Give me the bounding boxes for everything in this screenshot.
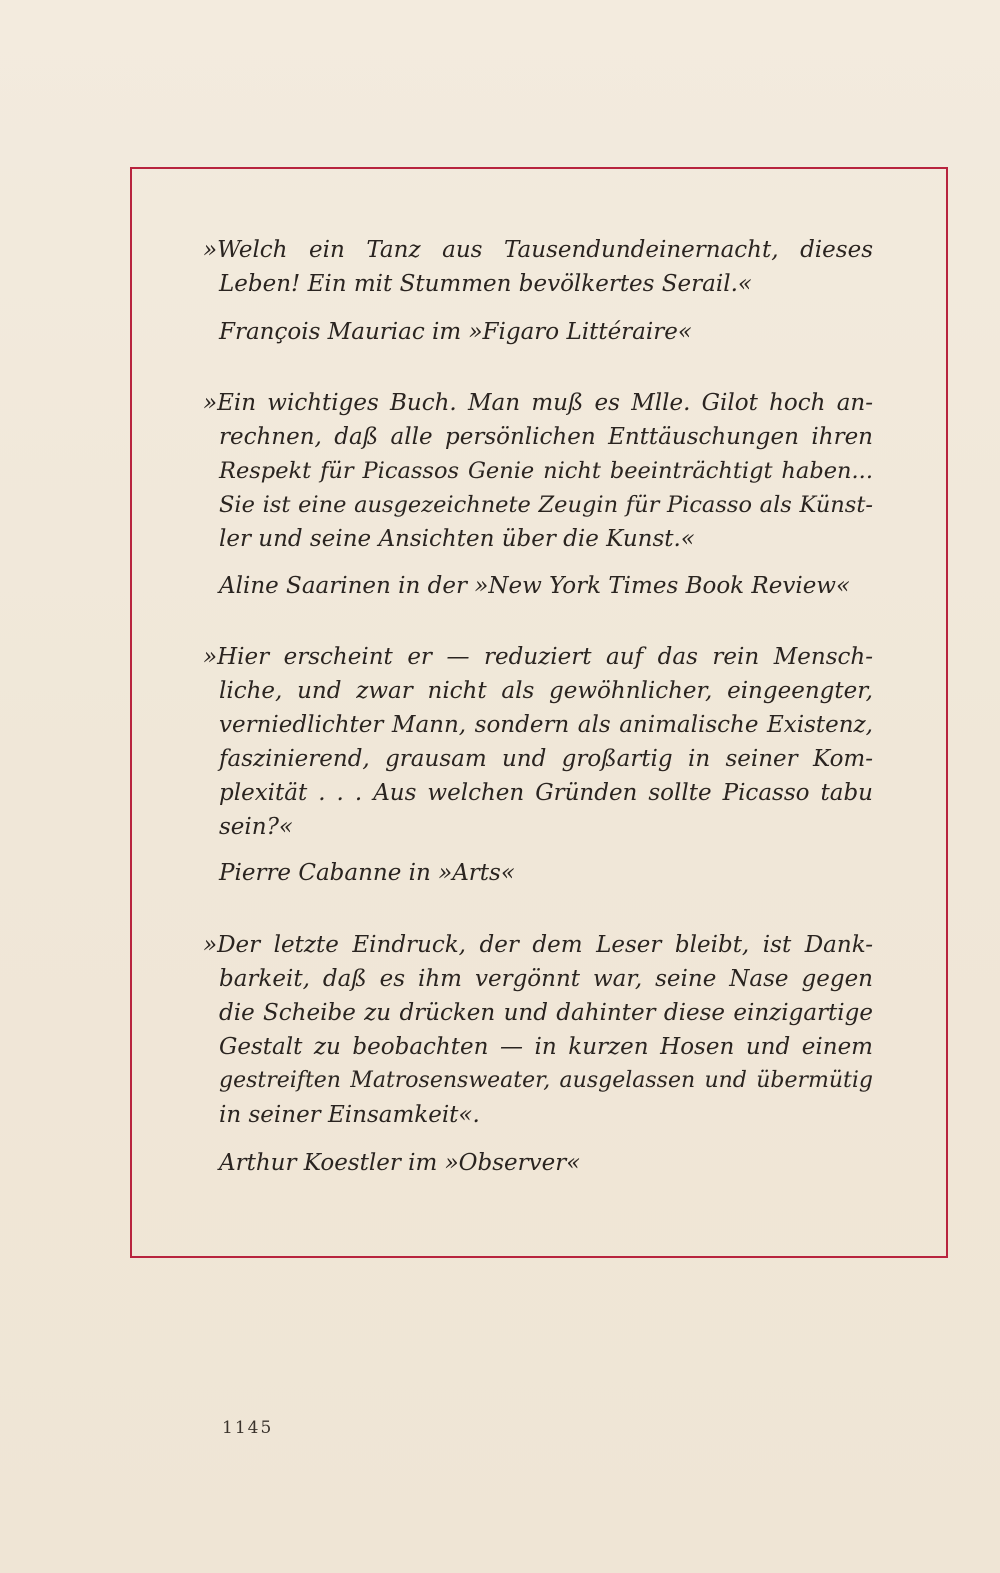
quote-mauriac [203, 233, 873, 301]
quote-line: verniedlichter Mann, sondern als animalische Existenz, [219, 712, 873, 738]
quote-line: »Welch ein Tanz aus Tausendundeinernacht, dieses [203, 237, 873, 263]
quote-line: barkeit, daß es ihm vergönnt war, seine Nase gegen [219, 966, 873, 992]
quote-saarinen [203, 386, 873, 556]
quote-line: liche, und zwar nicht als gewöhnlicher, eingeengter, [219, 678, 873, 704]
quote-line: Respekt für Picassos Genie nicht beeinträchtigt haben... [219, 458, 873, 484]
quote-koestler [203, 928, 873, 1132]
quote-line: »Hier erscheint er — reduziert auf das rein Mensch- [203, 644, 873, 670]
page-number: 1145 [222, 1418, 274, 1438]
quote-line: in seiner Einsamkeit«. [219, 1102, 480, 1128]
quote-line: Sie ist eine ausgezeichnete Zeugin für Picasso als Künst- [219, 492, 873, 518]
quote-line: sein?« [219, 814, 293, 840]
quote-source: Aline Saarinen in der »New York Times Book Review« [219, 573, 851, 599]
quote-line: Leben! Ein mit Stummen bevölkertes Serail.« [219, 271, 752, 297]
quote-line: die Scheibe zu drücken und dahinter diese einzigartige [219, 1000, 873, 1026]
quote-line: rechnen, daß alle persönlichen Enttäuschungen ihren [219, 424, 873, 450]
quote-line: »Ein wichtiges Buch. Man muß es Mlle. Gilot hoch an- [203, 390, 873, 416]
quote-cabanne [203, 640, 873, 844]
quote-line: ler und seine Ansichten über die Kunst.« [219, 526, 695, 552]
quote-source: Pierre Cabanne in »Arts« [219, 860, 515, 886]
quote-line: faszinierend, grausam und großartig in seiner Kom- [219, 746, 873, 772]
quote-source: Arthur Koestler im »Observer« [219, 1150, 581, 1176]
quote-line: Gestalt zu beobachten — in kurzen Hosen und einem [219, 1034, 873, 1060]
quote-source: François Mauriac im »Figaro Littéraire« [219, 319, 692, 345]
quote-line: »Der letzte Eindruck, der dem Leser bleibt, ist Dank- [203, 932, 873, 958]
quote-line: plexität . . . Aus welchen Gründen sollte Picasso tabu [219, 780, 873, 806]
quote-line: gestreiften Matrosensweater, ausgelassen und übermütig [219, 1068, 873, 1093]
